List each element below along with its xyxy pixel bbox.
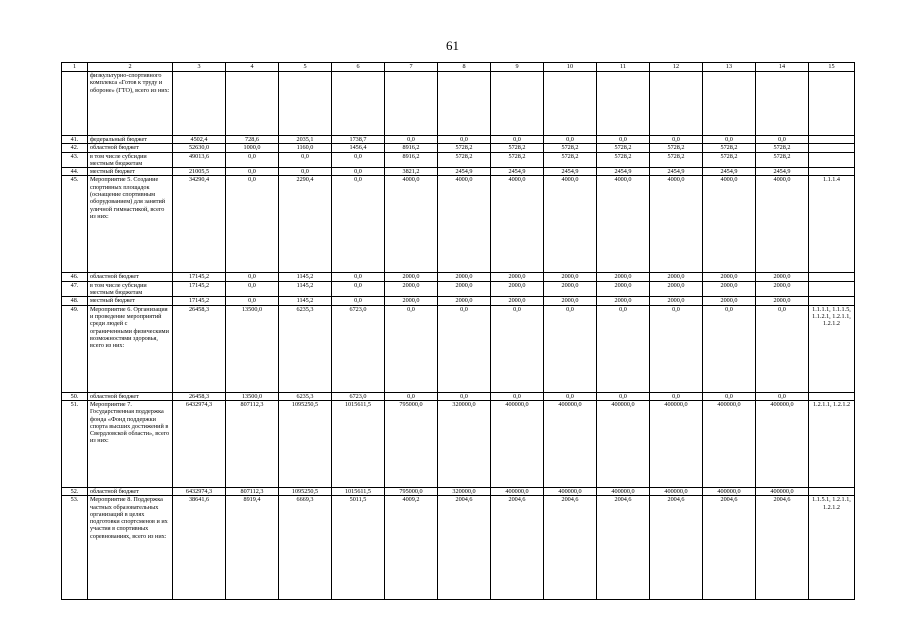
value-cell: [597, 72, 650, 136]
value-cell: 0,0: [332, 176, 385, 273]
value-cell: 0,0: [226, 297, 279, 305]
budget-table: [61, 62, 855, 600]
column-header: 10: [544, 63, 597, 72]
value-cell: 400000,0: [491, 400, 544, 487]
value-cell: 8916,2: [385, 152, 438, 168]
value-cell: 2000,0: [597, 297, 650, 305]
value-cell: 0,0: [438, 136, 491, 144]
column-header: 8: [438, 63, 491, 72]
row-number: 49.: [62, 305, 88, 392]
target-code: [809, 72, 855, 136]
value-cell: 2000,0: [703, 281, 756, 297]
value-cell: 400000,0: [703, 487, 756, 495]
target-code: [809, 168, 855, 176]
value-cell: 6669,3: [279, 496, 332, 600]
value-cell: 0,0: [279, 168, 332, 176]
value-cell: 400000,0: [491, 487, 544, 495]
table-row: [62, 136, 855, 144]
value-cell: 2000,0: [756, 281, 809, 297]
value-cell: 2454,9: [438, 168, 491, 176]
value-cell: 0,0: [332, 281, 385, 297]
value-cell: 400000,0: [544, 487, 597, 495]
column-header: 14: [756, 63, 809, 72]
row-label: областной бюджет: [88, 144, 173, 152]
value-cell: 0,0: [544, 136, 597, 144]
value-cell: 2000,0: [544, 273, 597, 281]
value-cell: 2004,6: [438, 496, 491, 600]
row-label: областной бюджет: [88, 273, 173, 281]
value-cell: 0,0: [597, 305, 650, 392]
row-label: Мероприятие 8. Поддержка частных образовательных организаций в целях подготовки спортсменов и их участия в спортивных соревнованиях, всего из них:: [88, 496, 173, 600]
value-cell: 34290,4: [173, 176, 226, 273]
table-row: [62, 152, 855, 168]
value-cell: 1456,4: [332, 144, 385, 152]
value-cell: 1160,0: [279, 144, 332, 152]
value-cell: 2004,6: [597, 496, 650, 600]
value-cell: 0,0: [650, 136, 703, 144]
value-cell: 6723,0: [332, 305, 385, 392]
row-number: 46.: [62, 273, 88, 281]
value-cell: 5728,2: [544, 152, 597, 168]
value-cell: 0,0: [332, 152, 385, 168]
value-cell: 26458,3: [173, 392, 226, 400]
value-cell: 49013,6: [173, 152, 226, 168]
value-cell: 26458,3: [173, 305, 226, 392]
page-number: 61: [446, 38, 459, 53]
value-cell: 4000,0: [650, 176, 703, 273]
value-cell: 400000,0: [703, 400, 756, 487]
value-cell: 400000,0: [756, 487, 809, 495]
value-cell: 0,0: [438, 305, 491, 392]
value-cell: 2454,9: [544, 168, 597, 176]
value-cell: 1145,2: [279, 281, 332, 297]
value-cell: 38641,6: [173, 496, 226, 600]
table-row: [62, 281, 855, 297]
target-code: 1.2.1.1, 1.2.1.2: [809, 400, 855, 487]
value-cell: 5728,2: [597, 152, 650, 168]
row-label: областной бюджет: [88, 487, 173, 495]
value-cell: [491, 72, 544, 136]
row-number: 44.: [62, 168, 88, 176]
row-label: Мероприятие 5. Создание спортивных площадок (оснащение спортивным оборудованием) для занятий уличной гимнастикой, всего из них:: [88, 176, 173, 273]
row-label: физкультурно-спортивного комплекса «Готов к труду и обороне» (ГТО), всего из них:: [88, 72, 173, 136]
value-cell: 400000,0: [597, 400, 650, 487]
value-cell: 0,0: [332, 168, 385, 176]
value-cell: 2000,0: [438, 273, 491, 281]
value-cell: 5728,2: [703, 144, 756, 152]
value-cell: 2000,0: [491, 273, 544, 281]
value-cell: 2004,6: [756, 496, 809, 600]
value-cell: [544, 72, 597, 136]
value-cell: 0,0: [756, 305, 809, 392]
value-cell: 0,0: [226, 281, 279, 297]
value-cell: 6432974,3: [173, 400, 226, 487]
value-cell: [279, 72, 332, 136]
value-cell: 52630,0: [173, 144, 226, 152]
value-cell: 5728,2: [756, 144, 809, 152]
row-label: Мероприятие 7. Государственная поддержка фонда «Фонд поддержки спорта высших достижений в Свердловской области», всего из них:: [88, 400, 173, 487]
value-cell: 2000,0: [491, 281, 544, 297]
value-cell: 6723,0: [332, 392, 385, 400]
row-label: в том числе субсидии местным бюджетам: [88, 152, 173, 168]
value-cell: 0,0: [332, 273, 385, 281]
value-cell: 5728,2: [703, 152, 756, 168]
value-cell: [756, 72, 809, 136]
value-cell: 4000,0: [703, 176, 756, 273]
value-cell: 2454,9: [756, 168, 809, 176]
value-cell: 13500,0: [226, 392, 279, 400]
value-cell: 2004,6: [650, 496, 703, 600]
value-cell: 4000,0: [597, 176, 650, 273]
column-header: 6: [332, 63, 385, 72]
value-cell: 1000,0: [226, 144, 279, 152]
value-cell: [226, 72, 279, 136]
value-cell: 5728,2: [438, 152, 491, 168]
value-cell: [173, 72, 226, 136]
value-cell: 0,0: [650, 392, 703, 400]
value-cell: 5728,2: [650, 144, 703, 152]
value-cell: 21005,5: [173, 168, 226, 176]
table-row: [62, 487, 855, 495]
value-cell: 807112,3: [226, 487, 279, 495]
value-cell: 1145,2: [279, 297, 332, 305]
value-cell: 400000,0: [650, 487, 703, 495]
value-cell: 0,0: [491, 136, 544, 144]
table-row: [62, 297, 855, 305]
value-cell: 0,0: [597, 136, 650, 144]
value-cell: 2000,0: [650, 273, 703, 281]
value-cell: [650, 72, 703, 136]
value-cell: 795000,0: [385, 400, 438, 487]
row-number: 45.: [62, 176, 88, 273]
row-number: 53.: [62, 496, 88, 600]
value-cell: 795000,0: [385, 487, 438, 495]
value-cell: 5728,2: [544, 144, 597, 152]
column-header: 5: [279, 63, 332, 72]
target-code: [809, 144, 855, 152]
value-cell: 2035,1: [279, 136, 332, 144]
table-row: [62, 176, 855, 273]
target-code: [809, 273, 855, 281]
value-cell: 2000,0: [385, 281, 438, 297]
value-cell: 5728,2: [650, 152, 703, 168]
value-cell: 17145,2: [173, 297, 226, 305]
column-header: 15: [809, 63, 855, 72]
column-header: 9: [491, 63, 544, 72]
value-cell: 2000,0: [385, 297, 438, 305]
value-cell: 2454,9: [650, 168, 703, 176]
value-cell: 4009,2: [385, 496, 438, 600]
row-number: [62, 72, 88, 136]
value-cell: 4502,4: [173, 136, 226, 144]
column-header: 1: [62, 63, 88, 72]
column-header: 2: [88, 63, 173, 72]
table-row: [62, 273, 855, 281]
value-cell: 5728,2: [438, 144, 491, 152]
row-label: Мероприятие 6. Организация и проведение мероприятий среди людей с ограниченными физическими возможностями здоровья, всего из них:: [88, 305, 173, 392]
value-cell: 2454,9: [491, 168, 544, 176]
target-code: [809, 281, 855, 297]
value-cell: 5728,2: [491, 152, 544, 168]
value-cell: 1145,2: [279, 273, 332, 281]
value-cell: 2000,0: [438, 281, 491, 297]
value-cell: 0,0: [650, 305, 703, 392]
value-cell: 2000,0: [597, 273, 650, 281]
value-cell: 0,0: [385, 305, 438, 392]
row-label: федеральный бюджет: [88, 136, 173, 144]
value-cell: 2454,9: [597, 168, 650, 176]
value-cell: 0,0: [491, 392, 544, 400]
value-cell: 0,0: [756, 136, 809, 144]
value-cell: 0,0: [226, 168, 279, 176]
row-label: местный бюджет: [88, 297, 173, 305]
value-cell: 320000,0: [438, 487, 491, 495]
table-row: [62, 144, 855, 152]
table-header-row: [62, 63, 855, 72]
value-cell: 3821,2: [385, 168, 438, 176]
row-number: 52.: [62, 487, 88, 495]
value-cell: 2000,0: [756, 297, 809, 305]
value-cell: 13500,0: [226, 305, 279, 392]
value-cell: 2000,0: [438, 297, 491, 305]
value-cell: 5728,2: [597, 144, 650, 152]
value-cell: 0,0: [279, 152, 332, 168]
target-code: [809, 392, 855, 400]
row-label: в том числе субсидии местным бюджетам: [88, 281, 173, 297]
value-cell: 2000,0: [491, 297, 544, 305]
row-number: 48.: [62, 297, 88, 305]
value-cell: 400000,0: [597, 487, 650, 495]
row-number: 50.: [62, 392, 88, 400]
value-cell: 2000,0: [544, 281, 597, 297]
column-header: 4: [226, 63, 279, 72]
table-row: [62, 496, 855, 600]
row-number: 43.: [62, 152, 88, 168]
column-header: 11: [597, 63, 650, 72]
value-cell: 1015611,5: [332, 400, 385, 487]
value-cell: 4000,0: [756, 176, 809, 273]
value-cell: 1095250,5: [279, 400, 332, 487]
value-cell: 8916,2: [385, 144, 438, 152]
value-cell: [438, 72, 491, 136]
value-cell: 0,0: [703, 392, 756, 400]
value-cell: 6235,3: [279, 305, 332, 392]
value-cell: 0,0: [385, 392, 438, 400]
value-cell: 0,0: [385, 136, 438, 144]
value-cell: 1015611,5: [332, 487, 385, 495]
value-cell: 0,0: [544, 392, 597, 400]
value-cell: 6432974,3: [173, 487, 226, 495]
row-number: 51.: [62, 400, 88, 487]
value-cell: 2290,4: [279, 176, 332, 273]
row-number: 42.: [62, 144, 88, 152]
table-row: [62, 392, 855, 400]
table-row: [62, 168, 855, 176]
value-cell: 2000,0: [650, 281, 703, 297]
target-code: [809, 152, 855, 168]
value-cell: 2000,0: [756, 273, 809, 281]
value-cell: [332, 72, 385, 136]
table-row: [62, 305, 855, 392]
value-cell: 1095250,5: [279, 487, 332, 495]
value-cell: 2000,0: [650, 297, 703, 305]
target-code: 1.1.1.4: [809, 176, 855, 273]
value-cell: 5728,2: [491, 144, 544, 152]
value-cell: 2004,6: [544, 496, 597, 600]
value-cell: [385, 72, 438, 136]
row-number: 47.: [62, 281, 88, 297]
value-cell: 17145,2: [173, 281, 226, 297]
target-code: [809, 136, 855, 144]
column-header: 7: [385, 63, 438, 72]
value-cell: 2454,9: [703, 168, 756, 176]
value-cell: 2004,6: [491, 496, 544, 600]
column-header: 13: [703, 63, 756, 72]
value-cell: 5011,5: [332, 496, 385, 600]
value-cell: 0,0: [332, 297, 385, 305]
value-cell: 0,0: [226, 273, 279, 281]
value-cell: 0,0: [544, 305, 597, 392]
value-cell: 400000,0: [756, 400, 809, 487]
value-cell: 5728,2: [756, 152, 809, 168]
value-cell: 728,6: [226, 136, 279, 144]
value-cell: 0,0: [491, 305, 544, 392]
value-cell: 0,0: [438, 392, 491, 400]
column-header: 3: [173, 63, 226, 72]
value-cell: 2000,0: [597, 281, 650, 297]
row-number: 41.: [62, 136, 88, 144]
table-row: [62, 72, 855, 136]
value-cell: 2000,0: [703, 273, 756, 281]
value-cell: 0,0: [703, 136, 756, 144]
value-cell: 0,0: [597, 392, 650, 400]
value-cell: [703, 72, 756, 136]
row-label: областной бюджет: [88, 392, 173, 400]
value-cell: 807112,3: [226, 400, 279, 487]
target-code: 1.1.1.1, 1.1.1.5, 1.1.2.1, 1.2.1.1, 1.2.1.2: [809, 305, 855, 392]
target-code: [809, 487, 855, 495]
value-cell: 4000,0: [438, 176, 491, 273]
value-cell: 4000,0: [544, 176, 597, 273]
value-cell: 4000,0: [385, 176, 438, 273]
value-cell: 0,0: [226, 176, 279, 273]
target-code: 1.1.5.1, 1.2.1.1, 1.2.1.2: [809, 496, 855, 600]
value-cell: 1738,7: [332, 136, 385, 144]
value-cell: 2000,0: [703, 297, 756, 305]
value-cell: 6235,3: [279, 392, 332, 400]
column-header: 12: [650, 63, 703, 72]
table-row: [62, 400, 855, 487]
value-cell: 400000,0: [650, 400, 703, 487]
value-cell: 2000,0: [544, 297, 597, 305]
value-cell: 4000,0: [491, 176, 544, 273]
value-cell: 0,0: [756, 392, 809, 400]
value-cell: 0,0: [703, 305, 756, 392]
value-cell: 2004,6: [703, 496, 756, 600]
value-cell: 8919,4: [226, 496, 279, 600]
value-cell: 17145,2: [173, 273, 226, 281]
value-cell: 0,0: [226, 152, 279, 168]
target-code: [809, 297, 855, 305]
value-cell: 400000,0: [544, 400, 597, 487]
value-cell: 320000,0: [438, 400, 491, 487]
value-cell: 2000,0: [385, 273, 438, 281]
row-label: местный бюджет: [88, 168, 173, 176]
